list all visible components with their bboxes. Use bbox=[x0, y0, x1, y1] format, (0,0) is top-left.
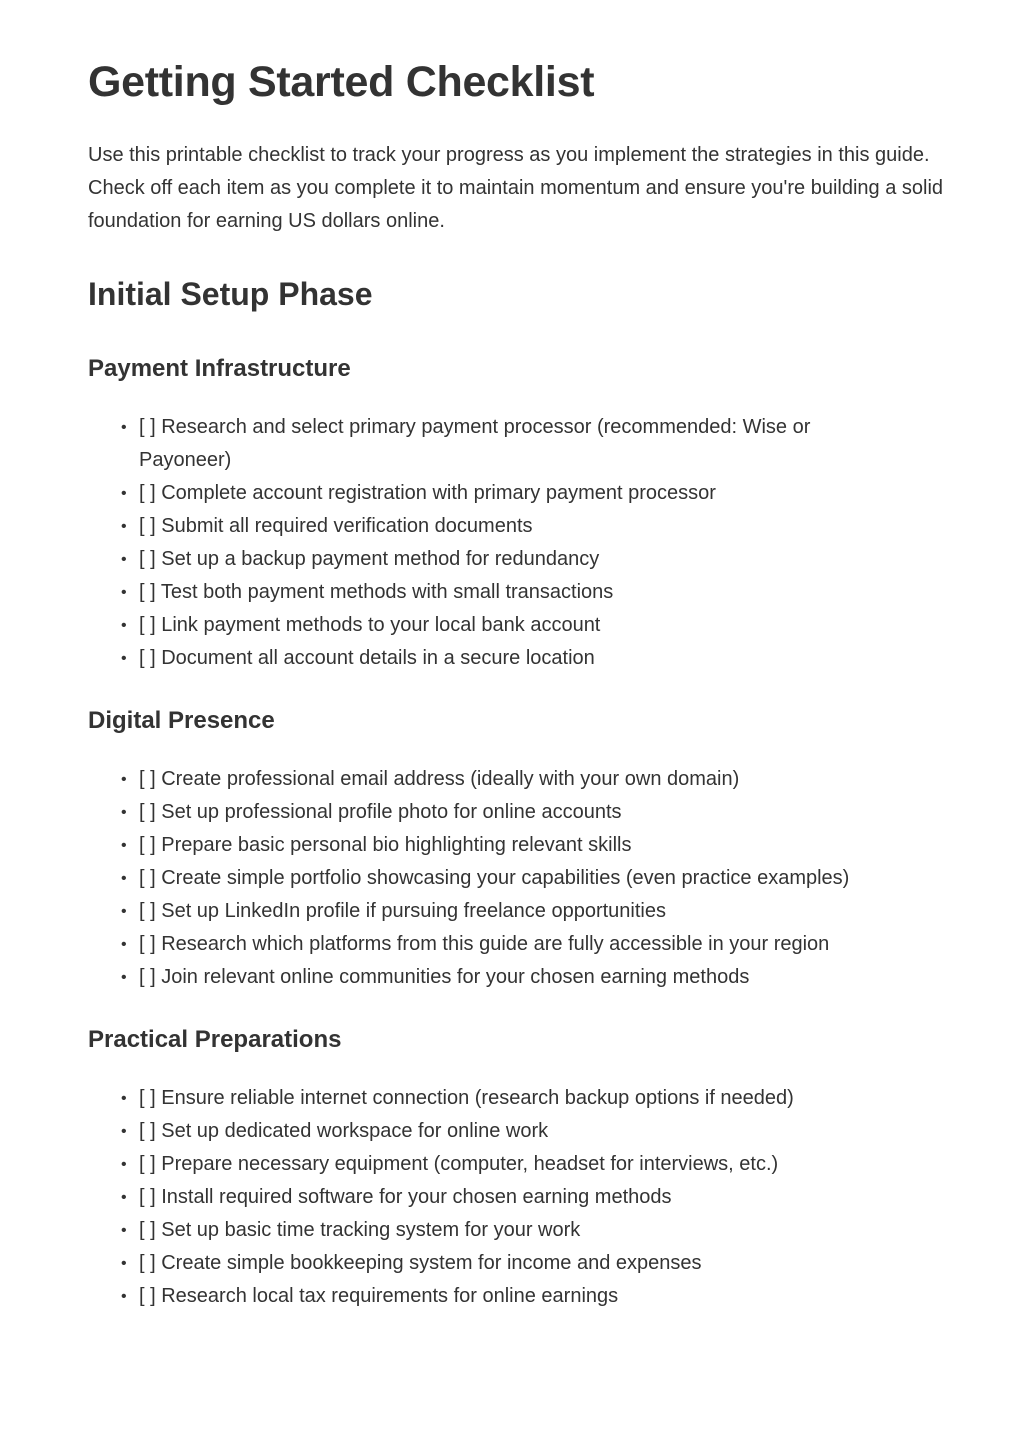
checklist-item-text: [ ] Join relevant online communities for your chosen earning methods bbox=[139, 966, 750, 988]
checklist-item-text: [ ] Research which platforms from this guide are fully accessible in your region bbox=[139, 933, 830, 955]
checklist-item-text: [ ] Install required software for your chosen earning methods bbox=[139, 1186, 672, 1208]
phase-heading: Initial Setup Phase bbox=[88, 276, 373, 312]
bullet-icon: • bbox=[121, 771, 127, 788]
checklist-practical-preparations bbox=[88, 1082, 948, 1313]
bullet-icon: • bbox=[121, 1288, 127, 1305]
checklist-item-text: [ ] Prepare basic personal bio highlighting relevant skills bbox=[139, 834, 632, 856]
checklist-item-text: [ ] Ensure reliable internet connection (research backup options if needed) bbox=[139, 1087, 794, 1109]
bullet-icon: • bbox=[121, 837, 127, 854]
bullet-icon: • bbox=[121, 1255, 127, 1272]
section-heading-digital-presence: Digital Presence bbox=[88, 707, 275, 734]
checklist-item-text: [ ] Set up professional profile photo for online accounts bbox=[139, 801, 622, 823]
checklist-item-text: [ ] Set up a backup payment method for redundancy bbox=[139, 548, 600, 570]
checklist-item bbox=[88, 1082, 899, 1115]
intro-paragraph: Use this printable checklist to track your progress as you implement the strategies in this guide. Check off each item as you complete it to maintain momentum and ensure you're building a solid foundation for earning US dollars online. bbox=[88, 144, 944, 232]
bullet-icon: • bbox=[121, 650, 127, 667]
checklist-item bbox=[88, 477, 899, 510]
checklist-item-text: [ ] Test both payment methods with small transactions bbox=[139, 581, 614, 603]
checklist-item bbox=[88, 796, 899, 829]
bullet-icon: • bbox=[121, 870, 127, 887]
checklist-item bbox=[88, 829, 899, 862]
checklist-item-text: [ ] Complete account registration with primary payment processor bbox=[139, 482, 716, 504]
checklist-item-text: [ ] Set up dedicated workspace for online work bbox=[139, 1120, 549, 1142]
bullet-icon: • bbox=[121, 1123, 127, 1140]
checklist-item bbox=[88, 642, 899, 675]
bullet-icon: • bbox=[121, 485, 127, 502]
page-title: Getting Started Checklist bbox=[88, 58, 595, 106]
bullet-icon: • bbox=[121, 1189, 127, 1206]
checklist-item-text: [ ] Set up basic time tracking system for your work bbox=[139, 1219, 581, 1241]
checklist-item bbox=[88, 763, 899, 796]
checklist-item-text: [ ] Create simple bookkeeping system for income and expenses bbox=[139, 1252, 702, 1274]
checklist-item-text: [ ] Link payment methods to your local bank account bbox=[139, 614, 601, 636]
bullet-icon: • bbox=[121, 617, 127, 634]
checklist-item bbox=[88, 411, 899, 477]
checklist-item bbox=[88, 961, 899, 994]
checklist-item bbox=[88, 1280, 899, 1313]
bullet-icon: • bbox=[121, 969, 127, 986]
bullet-icon: • bbox=[121, 1156, 127, 1173]
checklist-item bbox=[88, 1148, 899, 1181]
checklist-item-text: [ ] Prepare necessary equipment (computer, headset for interviews, etc.) bbox=[139, 1153, 779, 1175]
checklist-item-text: [ ] Research and select primary payment processor (recommended: Wise or Payoneer) bbox=[139, 416, 811, 471]
checklist-item bbox=[88, 510, 899, 543]
checklist-item bbox=[88, 1115, 899, 1148]
checklist-item-text: [ ] Document all account details in a secure location bbox=[139, 647, 595, 669]
checklist-item bbox=[88, 1181, 899, 1214]
checklist-item bbox=[88, 1214, 899, 1247]
bullet-icon: • bbox=[121, 903, 127, 920]
checklist-item bbox=[88, 895, 899, 928]
checklist-item bbox=[88, 543, 899, 576]
checklist-item-text: [ ] Submit all required verification documents bbox=[139, 515, 533, 537]
checklist-item-text: [ ] Create simple portfolio showcasing your capabilities (even practice examples) bbox=[139, 867, 850, 889]
section-heading-practical-preparations: Practical Preparations bbox=[88, 1026, 342, 1053]
checklist-item-text: [ ] Research local tax requirements for online earnings bbox=[139, 1285, 619, 1307]
checklist-digital-presence bbox=[88, 763, 948, 994]
checklist-payment-infrastructure bbox=[88, 411, 948, 675]
bullet-icon: • bbox=[121, 804, 127, 821]
bullet-icon: • bbox=[121, 419, 127, 436]
checklist-item bbox=[88, 862, 939, 895]
bullet-icon: • bbox=[121, 551, 127, 568]
checklist-item bbox=[88, 609, 899, 642]
section-heading-payment-infrastructure: Payment Infrastructure bbox=[88, 355, 351, 382]
bullet-icon: • bbox=[121, 518, 127, 535]
bullet-icon: • bbox=[121, 584, 127, 601]
checklist-item-text: [ ] Create professional email address (ideally with your own domain) bbox=[139, 768, 740, 790]
checklist-item bbox=[88, 1247, 899, 1280]
checklist-item bbox=[88, 576, 899, 609]
bullet-icon: • bbox=[121, 1090, 127, 1107]
checklist-item-text: [ ] Set up LinkedIn profile if pursuing freelance opportunities bbox=[139, 900, 666, 922]
bullet-icon: • bbox=[121, 1222, 127, 1239]
checklist-item bbox=[88, 928, 939, 961]
bullet-icon: • bbox=[121, 936, 127, 953]
